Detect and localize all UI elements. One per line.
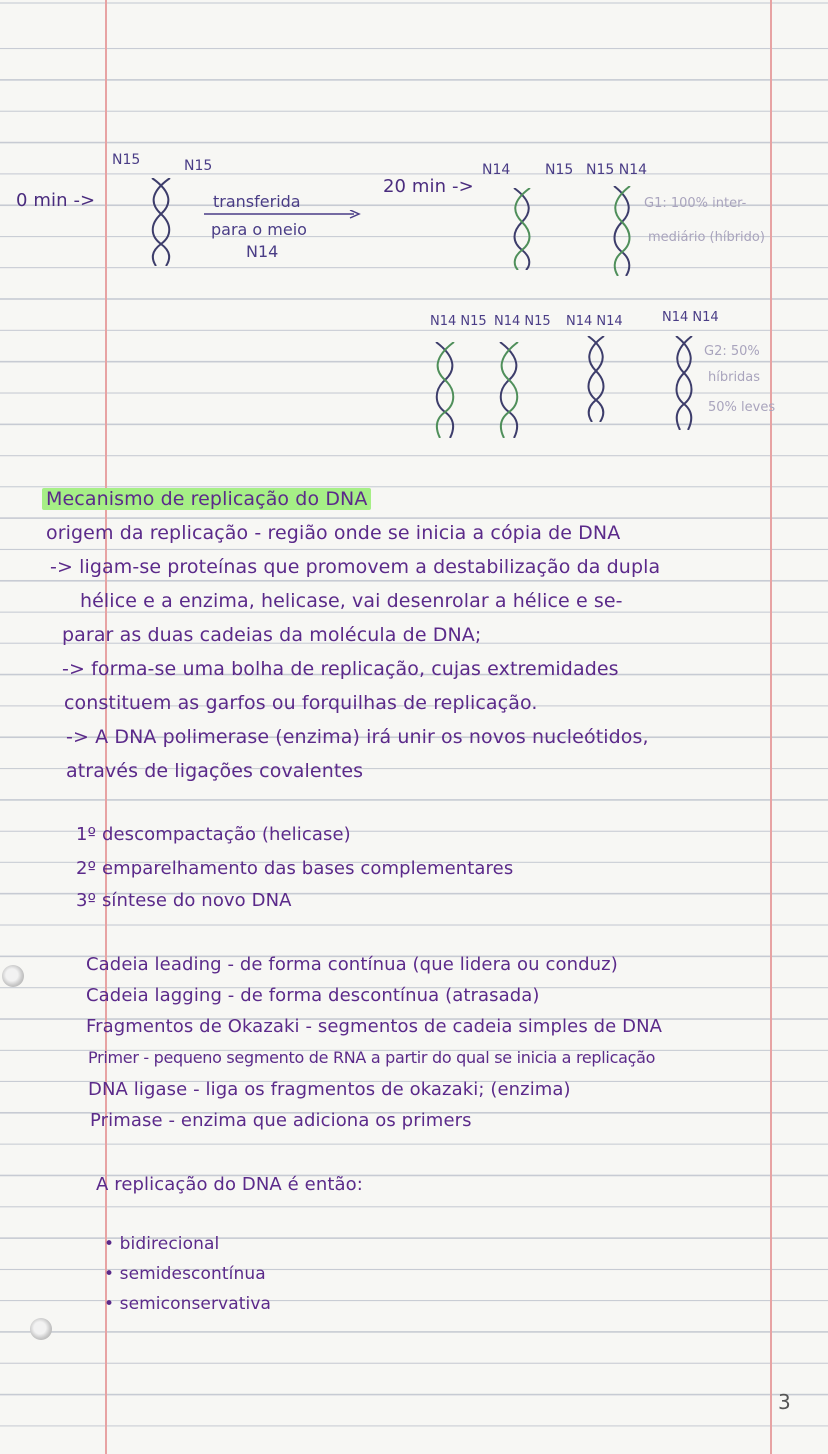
note-line-2: -> ligam-se proteínas que promovem a destabilização da dupla	[50, 556, 661, 578]
note-line-3: hélice e a enzima, helicase, vai desenrolar a hélice e se-	[80, 590, 623, 612]
g2-label-1: N14 N15	[430, 314, 487, 329]
g2-label-2: N14 N15	[494, 314, 551, 329]
right-margin-line	[770, 0, 772, 1454]
note-line-7: -> A DNA polimerase (enzima) irá unir os novos nucleótidos,	[66, 726, 649, 748]
strand-label-n15-b: N15	[184, 158, 213, 174]
note-line-4: parar as duas cadeias da molécula de DNA;	[62, 624, 482, 646]
bullet-semidescontinua: • semidescontínua	[104, 1264, 266, 1284]
strand-label-n15-a: N15	[112, 152, 141, 168]
definition-lagging: Cadeia lagging - de forma descontínua (atrasada)	[86, 985, 540, 1006]
g1-note-line-1: G1: 100% inter-	[644, 196, 747, 211]
dna-helix-g1-b	[608, 186, 636, 276]
note-line-5: -> forma-se uma bolha de replicação, cujas extremidades	[62, 658, 619, 680]
transfer-text-2: para o meio	[211, 220, 307, 239]
definition-ligase: DNA ligase - liga os fragmentos de okazaki; (enzima)	[88, 1079, 571, 1100]
dna-helix-g2-3	[582, 336, 610, 422]
bullet-semiconservativa: • semiconservativa	[104, 1294, 272, 1314]
g2-label-3: N14 N14	[566, 314, 623, 329]
dna-helix-g1-a	[508, 188, 536, 270]
binder-hole-top	[2, 965, 24, 987]
note-line-6: constituem as garfos ou forquilhas de replicação.	[64, 692, 538, 714]
dna-helix-g2-2	[494, 342, 524, 438]
g1-label-n15-n14: N15 N14	[586, 162, 648, 178]
definition-leading: Cadeia leading - de forma contínua (que lidera ou conduz)	[86, 954, 618, 975]
step-2: 2º emparelhamento das bases complementares	[76, 858, 514, 879]
g2-note-line-2: híbridas	[708, 370, 761, 385]
section-title-text: Mecanismo de replicação do DNA	[42, 488, 371, 510]
note-line-1: origem da replicação - região onde se inicia a cópia de DNA	[46, 522, 621, 544]
g1-note-line-2: mediário (híbrido)	[648, 230, 765, 245]
dna-helix-g2-1	[430, 342, 460, 438]
definition-primase: Primase - enzima que adiciona os primers	[90, 1110, 472, 1131]
time-twenty-label: 20 min ->	[383, 176, 474, 197]
binder-hole-bottom	[30, 1318, 52, 1340]
g2-label-4: N14 N14	[662, 310, 719, 325]
time-zero-label: 0 min ->	[16, 190, 96, 211]
g2-note-line-3: 50% leves	[708, 400, 776, 415]
dna-helix-parent	[146, 178, 176, 266]
transfer-text-1: transferida	[213, 192, 301, 211]
g1-label-n15: N15	[545, 162, 574, 178]
page-number: 3	[778, 1390, 791, 1414]
step-3: 3º síntese do novo DNA	[76, 890, 292, 911]
definition-primer: Primer - pequeno segmento de RNA a partir do qual se inicia a replicação	[88, 1048, 656, 1067]
step-1: 1º descompactação (helicase)	[76, 824, 351, 845]
definition-okazaki: Fragmentos de Okazaki - segmentos de cadeia simples de DNA	[86, 1016, 663, 1037]
section-title	[42, 488, 371, 510]
g1-label-n14: N14	[482, 162, 511, 178]
dna-helix-g2-4	[670, 336, 698, 430]
bullet-bidirecional: • bidirecional	[104, 1234, 220, 1254]
note-line-8: através de ligações covalentes	[66, 760, 364, 782]
g2-note-line-1: G2: 50%	[704, 344, 760, 359]
transfer-text-3: N14	[246, 242, 279, 261]
conclusion: A replicação do DNA é então:	[96, 1174, 363, 1195]
